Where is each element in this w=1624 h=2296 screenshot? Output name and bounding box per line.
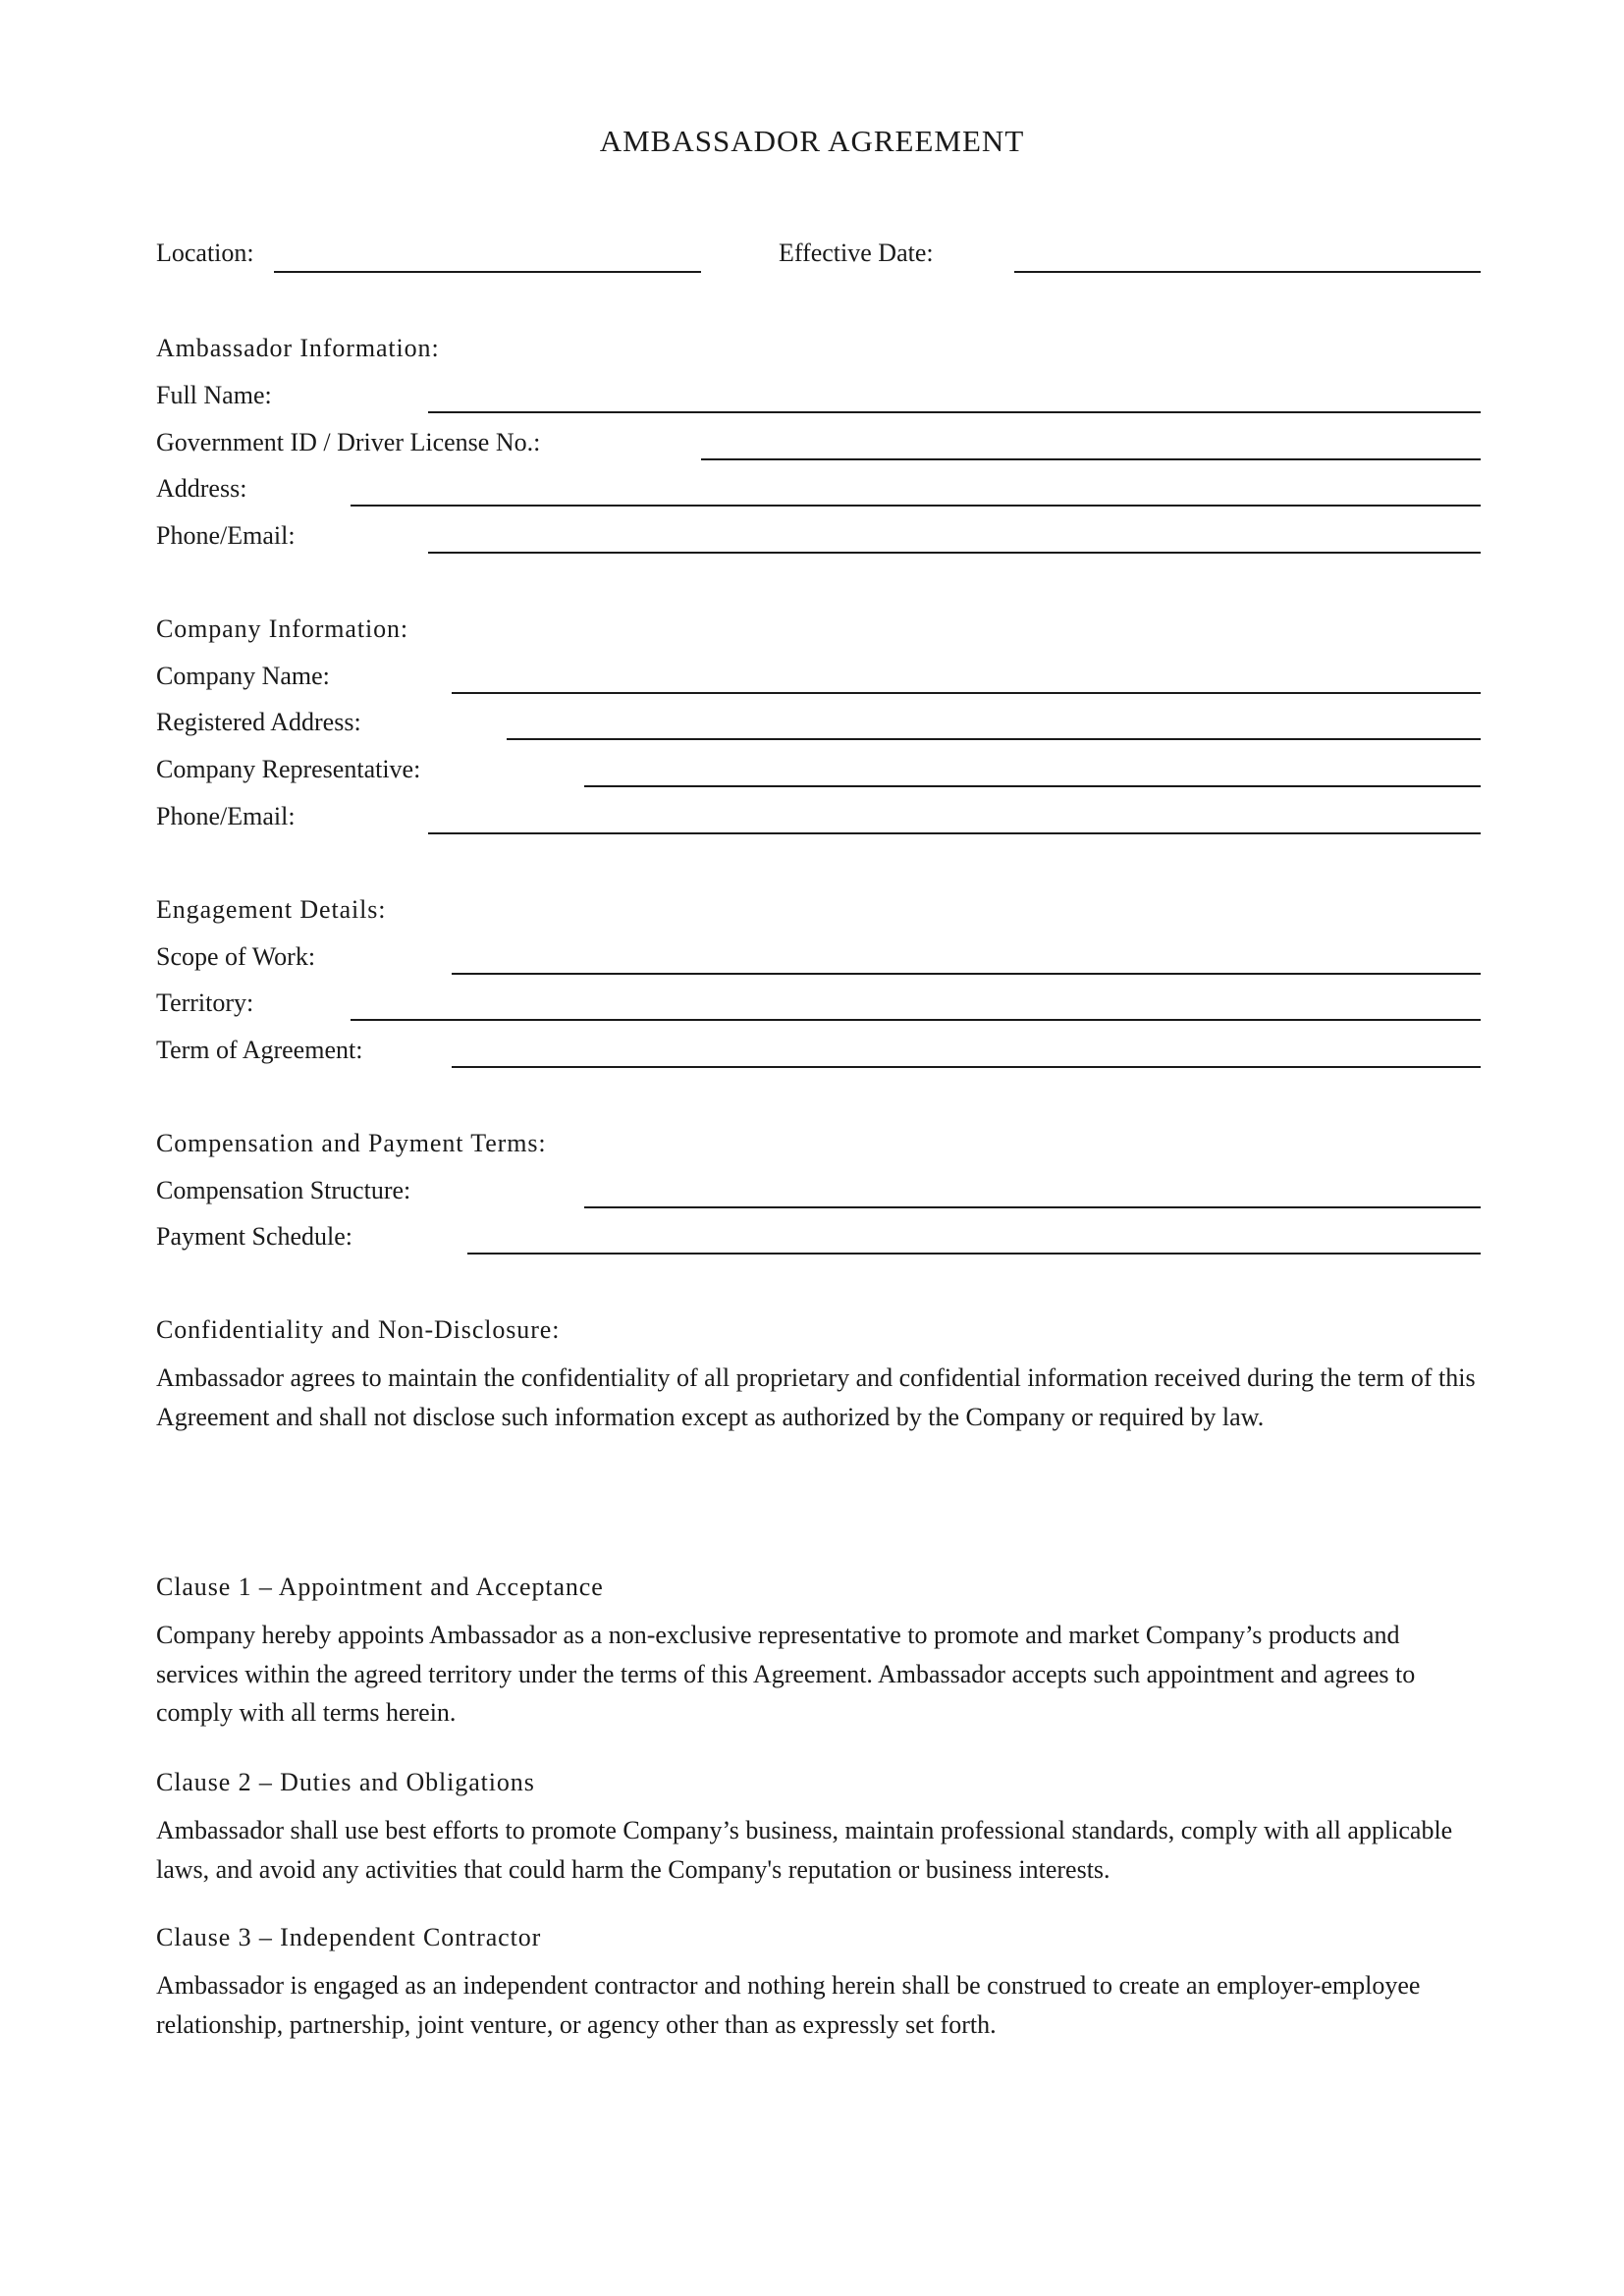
scope-of-work-field[interactable]	[452, 973, 1481, 975]
address-label: Address:	[156, 474, 247, 503]
term-label: Term of Agreement:	[156, 1036, 363, 1064]
payment-schedule-field[interactable]	[467, 1253, 1481, 1255]
full-name-field[interactable]	[428, 411, 1481, 413]
ambassador-info-heading: Ambassador Information:	[156, 334, 440, 362]
company-phone-email-field[interactable]	[428, 832, 1481, 834]
company-name-label: Company Name:	[156, 662, 330, 690]
effective-date-label: Effective Date:	[779, 239, 934, 267]
confidentiality-text: Ambassador agrees to maintain the confidentiality of all proprietary and confidential information received during the term of this Agreement and shall not disclose such information except as authorized by the Company or required by law.	[156, 1363, 1476, 1431]
company-representative-label: Company Representative:	[156, 755, 421, 783]
payment-schedule-label: Payment Schedule:	[156, 1222, 353, 1251]
scope-of-work-label: Scope of Work:	[156, 942, 316, 971]
territory-label: Territory:	[156, 988, 254, 1017]
engagement-heading: Engagement Details:	[156, 895, 387, 924]
clause-3-text: Ambassador is engaged as an independent contractor and nothing herein shall be construed to create an employer-employee relationship, partnership, joint venture, or agency other than as expressly set forth.	[156, 1971, 1421, 2039]
gov-id-label: Government ID / Driver License No.:	[156, 428, 541, 456]
address-field[interactable]	[351, 505, 1481, 507]
registered-address-field[interactable]	[507, 738, 1481, 740]
location-label: Location:	[156, 239, 254, 267]
effective-date-field[interactable]	[1014, 271, 1481, 273]
compensation-structure-field[interactable]	[584, 1206, 1481, 1208]
clause-2-heading: Clause 2 – Duties and Obligations	[156, 1768, 535, 1796]
company-representative-field[interactable]	[584, 785, 1481, 787]
compensation-heading: Compensation and Payment Terms:	[156, 1129, 547, 1157]
confidentiality-heading: Confidentiality and Non-Disclosure:	[156, 1315, 561, 1344]
compensation-structure-label: Compensation Structure:	[156, 1176, 411, 1204]
gov-id-field[interactable]	[701, 458, 1481, 460]
registered-address-label: Registered Address:	[156, 708, 361, 736]
term-field[interactable]	[452, 1066, 1481, 1068]
company-phone-email-label: Phone/Email:	[156, 802, 296, 830]
document-title: AMBASSADOR AGREEMENT	[599, 124, 1025, 158]
clause-3-heading: Clause 3 – Independent Contractor	[156, 1923, 542, 1951]
clause-1-text: Company hereby appoints Ambassador as a non-exclusive representative to promote and market Company’s products and services within the agreed territory under the terms of this Agreement. Ambassador accepts such appointment and agrees to comply with all terms herein.	[156, 1621, 1416, 1727]
company-info-heading: Company Information:	[156, 614, 409, 643]
ambassador-phone-email-label: Phone/Email:	[156, 521, 296, 550]
full-name-label: Full Name:	[156, 381, 272, 409]
location-field[interactable]	[274, 271, 701, 273]
clause-2-text: Ambassador shall use best efforts to promote Company’s business, maintain professional standards, comply with all applicable laws, and avoid any activities that could harm the Company's reputation or business interests.	[156, 1816, 1453, 1884]
company-name-field[interactable]	[452, 692, 1481, 694]
ambassador-phone-email-field[interactable]	[428, 552, 1481, 554]
territory-field[interactable]	[351, 1019, 1481, 1021]
clause-1-heading: Clause 1 – Appointment and Acceptance	[156, 1573, 604, 1601]
